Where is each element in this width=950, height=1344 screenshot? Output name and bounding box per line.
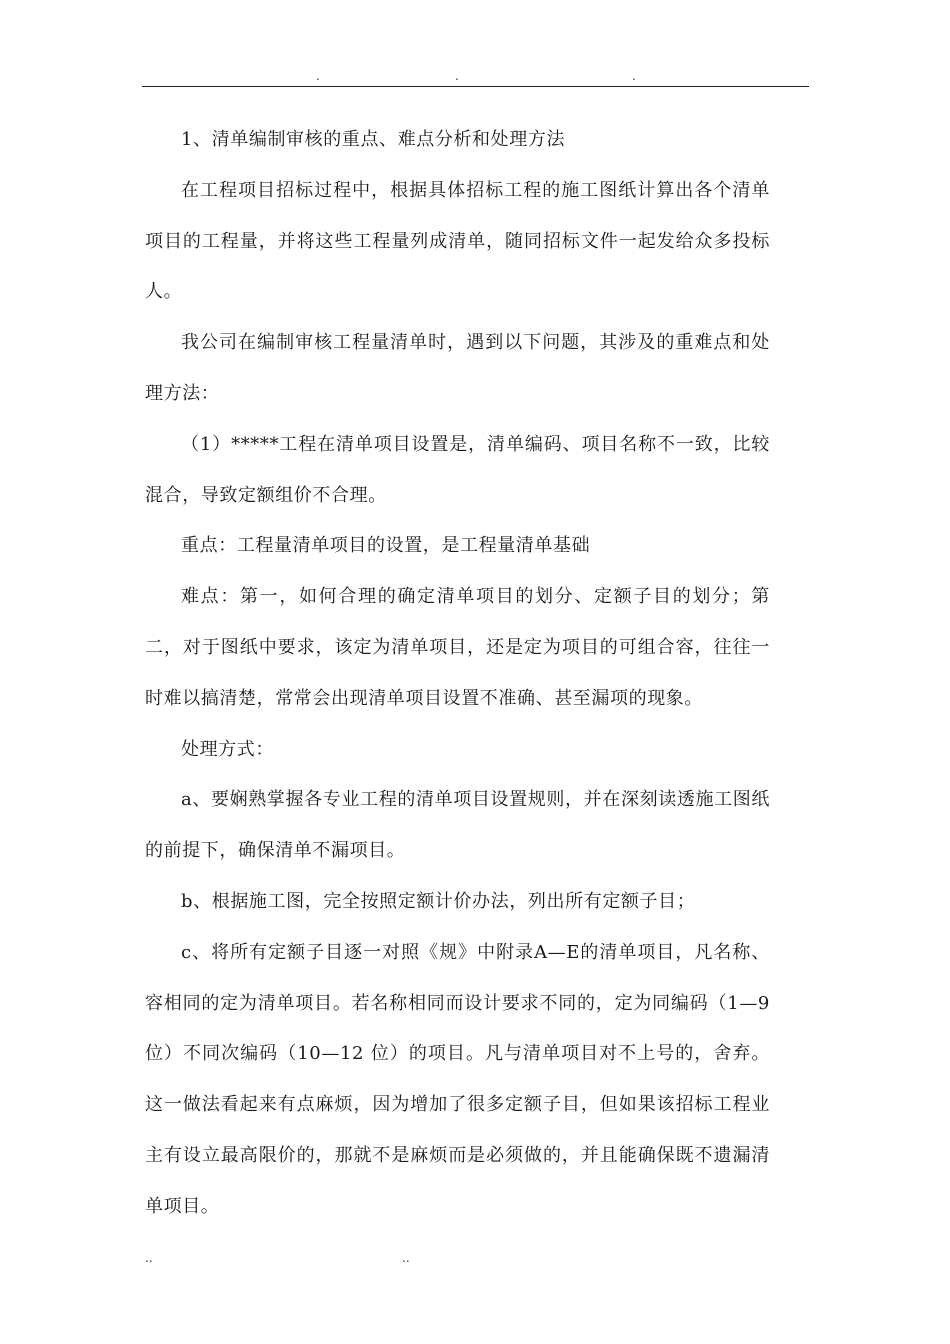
- paragraph-step-b: b、根据施工图，完全按照定额计价办法，列出所有定额子目；: [181, 890, 696, 912]
- header-dot-middle: .: [455, 69, 459, 83]
- footer-dot-left: ..: [145, 1251, 153, 1265]
- paragraph-difficulty: 难点：第一，如何合理的确定清单项目的划分、定额子目的划分；第二，对于图纸中要求，该定为清单项目，还是定为项目的可组合容，往往一时难以搞清楚，常常会出现清单项目设置不准确、甚至漏项的现象。: [145, 586, 770, 709]
- paragraph-intro: 在工程项目招标过程中，根据具体招标工程的施工图纸计算出各个清单项目的工程量，并将这些工程量列成清单，随同招标文件一起发给众多投标人。: [145, 179, 770, 303]
- footer-dot-right: ..: [402, 1251, 410, 1265]
- paragraph-item-1: （1）*****工程在清单项目设置是，清单编码、项目名称不一致，比较混合，导致定额组价不合理。: [145, 433, 770, 506]
- paragraph-handling-label: 处理方式：: [181, 738, 274, 760]
- header-dot-right: .: [632, 69, 636, 83]
- paragraph-step-c: c、将所有定额子目逐一对照《规》中附录A—E的清单项目，凡名称、容相同的定为清单项目。若名称相同而设计要求不同的，定为同编码（1—9位）不同次编码（10—12 位）的项目。凡与清单项目对不上号的，舍弃。这一做法看起来有点麻烦，因为增加了很多定额子目，但如果该招标工程业主有设立最高限价的，那就不是麻烦而是必须做的，并且能确保既不遗漏清单项目。: [145, 941, 770, 1217]
- document-body: [145, 115, 770, 1233]
- paragraph-problems: 我公司在编制审核工程量清单时，遇到以下问题，其涉及的重难点和处理方法：: [145, 332, 770, 404]
- paragraph-key-point: 重点：工程量清单项目的设置，是工程量清单基础: [181, 535, 591, 557]
- header-dot-left: .: [316, 69, 320, 83]
- header-rule: [142, 86, 809, 87]
- paragraph-step-a: a、要娴熟掌握各专业工程的清单项目设置规则，并在深刻读透施工图纸的前提下，确保清单不漏项目。: [145, 789, 770, 862]
- section-heading: 1、清单编制审核的重点、难点分析和处理方法: [181, 129, 566, 150]
